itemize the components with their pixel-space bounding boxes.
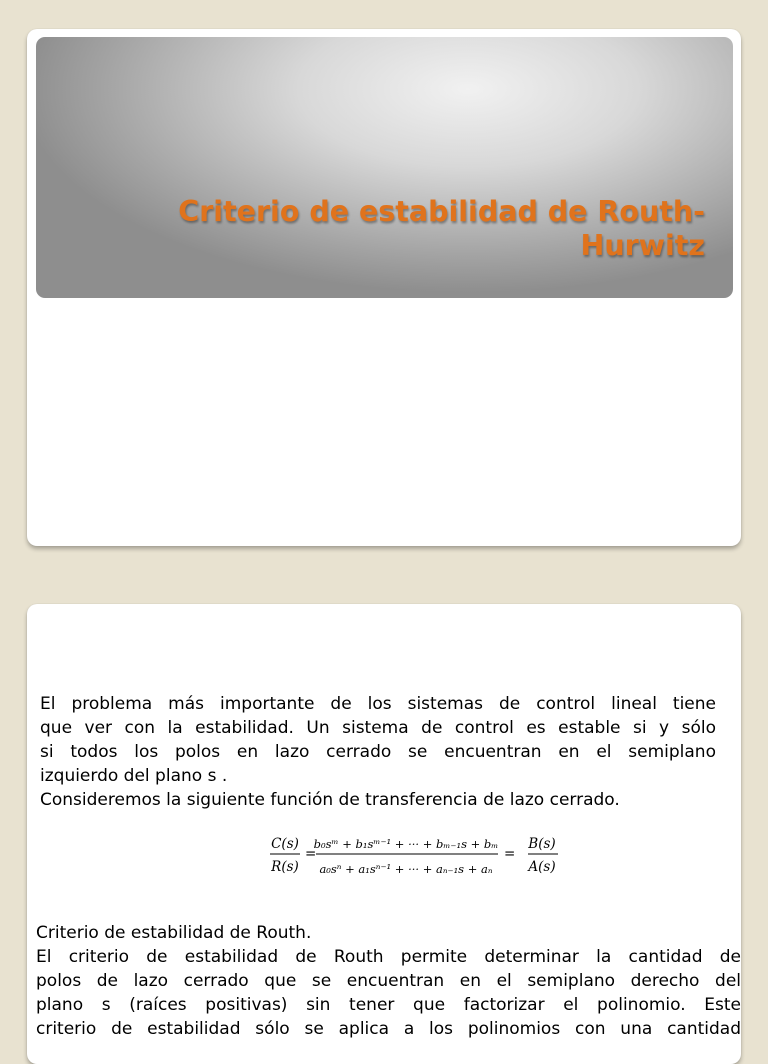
transfer-function-formula (266, 829, 566, 885)
routh-line-1: El criterio de estabilidad de Routh permite determinar la cantidad de (36, 947, 741, 967)
formula-mid-denominator: a₀sⁿ + a₁sⁿ⁻¹ + ··· + aₙ₋₁s + aₙ (319, 862, 493, 876)
slide-1 (27, 29, 741, 546)
slide-2 (27, 604, 741, 1064)
intro-paragraph (40, 692, 716, 812)
intro-line-3: si todos los polos en lazo cerrado se encuentran en el semiplano (40, 742, 716, 762)
slide-title-line-2: Hurwitz (580, 229, 705, 262)
routh-heading: Criterio de estabilidad de Routh. (36, 923, 312, 943)
intro-line-1: El problema más importante de los sistemas de control lineal tiene (40, 694, 716, 714)
routh-paragraph (36, 921, 741, 1041)
routh-line-3: plano s (raíces positivas) sin tener que factorizar el polinomio. Este (36, 995, 741, 1015)
formula-mid-numerator: b₀sᵐ + b₁sᵐ⁻¹ + ··· + bₘ₋₁s + bₘ (313, 837, 499, 851)
formula-lhs-denominator: R(s) (271, 859, 299, 875)
routh-line-2: polos de lazo cerrado que se encuentran en el semiplano derecho del (36, 971, 741, 991)
slide-title (178, 195, 705, 263)
formula-lhs-numerator: C(s) (271, 836, 299, 852)
intro-line-4: izquierdo del plano s . (40, 766, 228, 786)
formula-equals-2: = (504, 846, 516, 862)
formula-equals-1: = (305, 846, 317, 862)
intro-line-5: Consideremos la siguiente función de transferencia de lazo cerrado. (40, 790, 620, 810)
formula-rhs-denominator: A(s) (528, 859, 556, 875)
intro-line-2: que ver con la estabilidad. Un sistema de control es estable si y sólo (40, 718, 716, 738)
routh-line-4: criterio de estabilidad sólo se aplica a los polinomios con una cantidad (36, 1019, 741, 1039)
slide-title-line-1: Criterio de estabilidad de Routh- (178, 195, 705, 228)
formula-rhs-numerator: B(s) (528, 836, 556, 852)
